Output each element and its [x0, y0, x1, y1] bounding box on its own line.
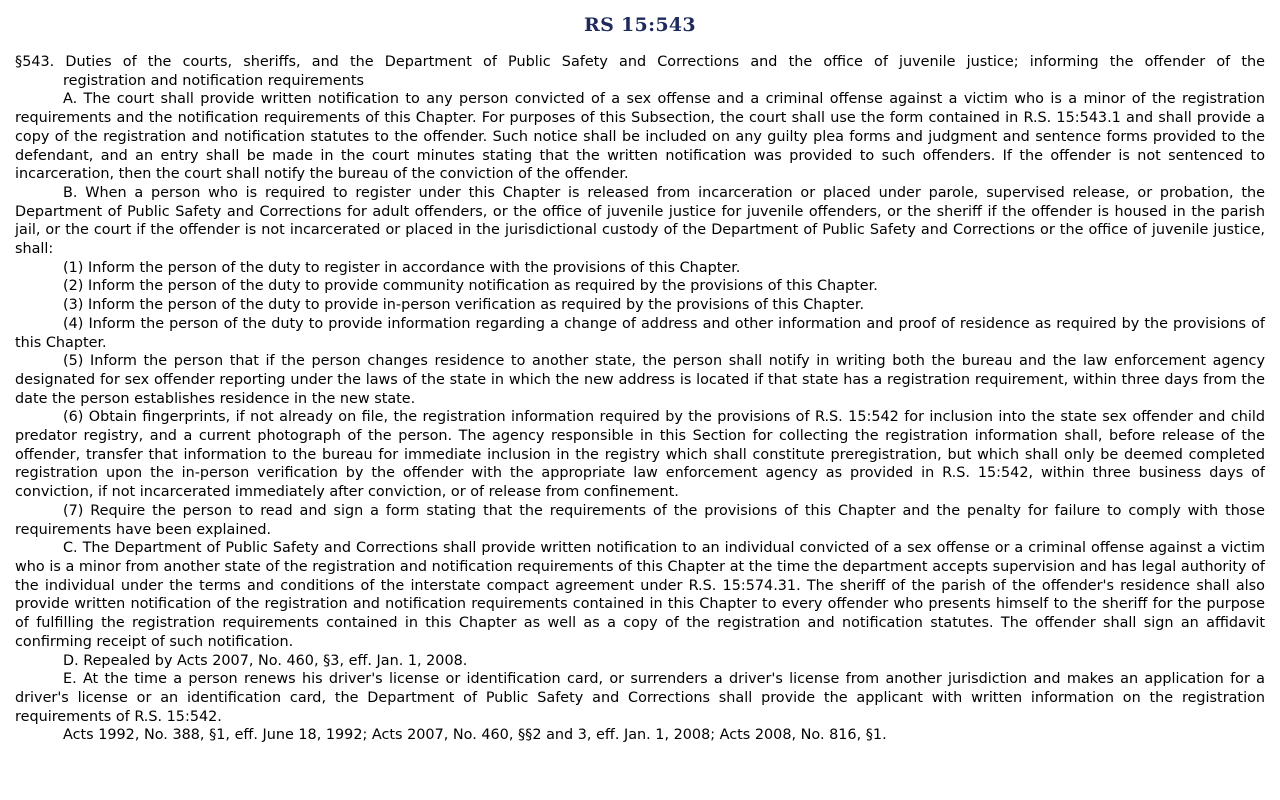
section-heading: §543. Duties of the courts, sheriffs, and the Department of Public Safety and Corrections and the office of juvenile justice; informing the offender of the	[15, 54, 1265, 70]
item-3: (3) Inform the person of the duty to provide in-person verification as required by the provisions of this Chapter.	[63, 297, 865, 314]
item-6: (6) Obtain fingerprints, if not already on file, the registration information required by the provisions of R.S. 15:542 for inclusion into the state sex offender and child predator registry, and a current photograph of the person. The agency responsible in this Section for collecting the registration information shall, before release of the offender, transfer that information to the bureau for immediate inclusion in the registry which shall constitute preregistration, but which shall only be deemed completed registration upon the in-person verification by the offender with the appropriate law enforcement agency as provided in R.S. 15:542, within three business days of conviction, if not incarcerated immediately after conviction, or of release from confinement.	[15, 409, 1265, 501]
statute-body	[15, 53, 1265, 745]
paragraph-a: A. The court shall provide written notification to any person convicted of a sex offense and a criminal offense against a victim who is a minor of the registration requirements and the notification requirements of this Chapter. For purposes of this Subsection, the court shall use the form contained in R.S. 15:543.1 and shall provide a copy of the registration and notification statutes to the offender. Such notice shall be included on any guilty plea forms and judgment and sentence forms provided to the defendant, and an entry shall be made in the court minutes stating that the written notification was provided to such offenders. If the offender is not sentenced to incarceration, then the court shall notify the bureau of the conviction of the offender.	[15, 91, 1265, 183]
statute-title: RS 15:543	[584, 14, 696, 36]
statute-page	[15, 10, 1265, 745]
paragraph-e: E. At the time a person renews his driver's license or identification card, or surrenders a driver's license from another jurisdiction and makes an application for a driver's license or an identification card, the Department of Public Safety and Corrections shall provide the applicant with written information on the registration requirements of R.S. 15:542.	[15, 671, 1265, 725]
paragraph-c: C. The Department of Public Safety and Corrections shall provide written notification to an individual convicted of a sex offense or a criminal offense against a victim who is a minor from another state of the registration and notification requirements of this Chapter at the time the department accepts supervision and has legal authority of the individual under the terms and conditions of the interstate compact agreement under R.S. 15:574.31. The sheriff of the parish of the offender's residence shall also provide written notification of the registration and notification requirements contained in this Chapter to every offender who presents himself to the sheriff for the purpose of fulfilling the registration requirements contained in this Chapter as well as a copy of the registration and notification statutes. The offender shall sign an affidavit confirming receipt of such notification.	[15, 540, 1265, 650]
item-4: (4) Inform the person of the duty to provide information regarding a change of address and other information and proof of residence as required by the provisions of this Chapter.	[15, 315, 1265, 351]
section-heading-continuation: registration and notification requirements	[63, 72, 365, 89]
item-2: (2) Inform the person of the duty to provide community notification as required by the provisions of this Chapter.	[63, 278, 878, 295]
item-5: (5) Inform the person that if the person changes residence to another state, the person shall notify in writing both the bureau and the law enforcement agency designated for sex offender reporting under the laws of the state in which the new address is located if that state has a registration requirement, within three days from the date the person establishes residence in the new state.	[15, 353, 1265, 407]
item-1: (1) Inform the person of the duty to register in accordance with the provisions of this Chapter.	[63, 259, 741, 276]
source-note: Acts 1992, No. 388, §1, eff. June 18, 1992; Acts 2007, No. 460, §§2 and 3, eff. Jan. 1, 2008; Acts 2008, No. 816, §1.	[63, 727, 887, 744]
item-7: (7) Require the person to read and sign a form stating that the requirements of the provisions of this Chapter and the penalty for failure to comply with those requirements have been explained.	[15, 502, 1265, 538]
paragraph-b: B. When a person who is required to register under this Chapter is released from incarceration or placed under parole, supervised release, or probation, the Department of Public Safety and Corrections for adult offenders, or the office of juvenile justice for juvenile offenders, or the sheriff if the offender is housed in the parish jail, or the court if the offender is not incarcerated or placed in the jurisdictional custody of the Department of Public Safety and Corrections or the office of juvenile justice, shall:	[15, 184, 1265, 258]
paragraph-d: D. Repealed by Acts 2007, No. 460, §3, eff. Jan. 1, 2008.	[63, 652, 468, 669]
